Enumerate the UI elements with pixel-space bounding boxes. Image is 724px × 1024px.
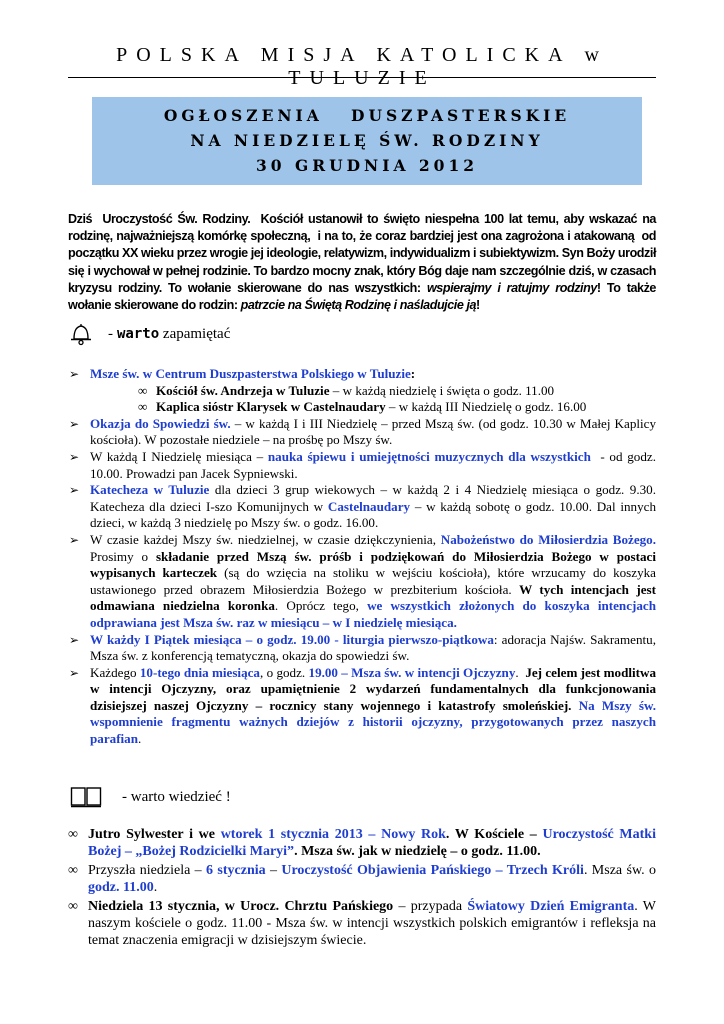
epiphany-intro: Przyszła niedziela – [88,862,207,878]
bell-icon [68,322,94,346]
arrow-bullet-icon: ➢ [69,449,80,464]
mercy-heading: Nabożeństwo do Miłosierdzia Bożego. [440,531,656,547]
first-friday-text: : adoracja Najśw. Sakramentu, Msza św. z konferencją tematyczną, okazja do spowiedzi św. [90,631,656,664]
chapel-name: Kaplica sióstr Klarysek w Castelnaudary [156,399,386,415]
mercy-bold-1: składanie przed Mszą św. próśb i podziękowań do Miłosierdzia Bożego w postaci wypisanych karteczek [90,548,656,581]
arrow-bullet-icon: ➢ [69,665,80,680]
homeland-text-2: . [515,664,526,680]
infinity-bullet-icon: ∞ [68,862,78,878]
mercy-blue-note: we wszystkich złożonych do koszyka intencjach odprawiana jest Msza św. raz w miesiącu – w I niedzielę miesiąca. [90,598,657,630]
list-item [138,399,656,416]
list-item [68,862,656,897]
confession-heading: Okazja do Spowiedzi św. [90,415,231,431]
list-item [68,448,660,482]
header-rule [68,77,656,78]
epiphany-end: . [153,880,158,896]
catechesis-heading: Katecheza w Tuluzie [90,482,210,498]
epiphany-time: godz. 11.00 [88,880,154,896]
emigrant-intro: Niedziela 13 stycznia, w Urocz. Chrztu Pańskiego [88,898,394,914]
mercy-text-2: (są do wzięcia na stoliku w wejściu kościoła), które wrzucamy do koszyka ustawionego przed obrazem Miłosierdzia Bożego w prezbiterium kościoła. [90,565,656,597]
epiphany-date: 6 stycznia [206,862,266,878]
intro-end: ! [476,298,480,313]
arrow-bullet-icon: ➢ [69,483,80,498]
homeland-intro: Każdego [90,664,140,680]
church-time: – w każdą niedzielę i święta o godz. 11.00 [329,382,555,398]
first-friday-heading: W każdy I Piątek miesiąca – o godz. 19.00 - liturgia pierwszo-piątkowa [90,631,494,647]
arrow-bullet-icon: ➢ [69,416,80,431]
section-remember-bold: warto [117,326,160,342]
intro-italic-2: patrzcie na Świętą Rodzinę i naśladujcie ją [240,298,477,313]
mercy-text-1: Prosimy o [90,548,156,564]
list-item [68,898,656,950]
masses-heading: Msze św. w Centrum Duszpasterstwa Polskiego w Tuluzie [90,366,411,381]
section-remember-dash: - [108,325,113,342]
homeland-date: 10-tego dnia miesiąca [139,664,260,680]
list-item [68,665,656,748]
section-know-label: - warto wiedzieć ! [122,788,231,805]
intro-mid: ! To także wołanie skierowane do rodzin: [68,280,656,313]
homeland-space [571,698,578,713]
homeland-bold: Jej celem jest modlitwa w intencji Ojczyzny, oraz upamiętnienie 2 wydarzeń fundamentalnych dla funkcjonowania dzisiejszej naszej Ojczyzny – rocznicy stany wojennego i katastrofy smoleńskiej. [90,664,657,713]
section-remember-rest: zapamiętać [159,325,231,342]
singing-intro: W każdą I Niedzielę miesiąca – [90,448,268,464]
book-icon [70,786,102,808]
section-remember-heading [68,322,230,346]
list-item [68,826,656,861]
homeland-blue-note: Na Mszy św. wspomnienie fragmentu ważnych dziejów z historii ojczyzny, przygotowanych przez naszych parafian [90,697,656,747]
epiphany-dash: – [265,862,282,878]
list-item [68,482,656,532]
masses-colon: : [410,366,416,381]
emigrant-text-2: . W naszym kościele o godz. 11.00 - Msza św. w intencji wszystkich polskich emigrantów i refleksja na temat znaczenia emigracji w dzisiejszym świecie. [88,898,656,949]
new-year-date: wtorek 1 stycznia 2013 – Nowy Rok [220,827,446,842]
masses-sublist [90,383,656,416]
infinity-bullet-icon: ∞ [68,827,78,842]
singing-text: - od godz. 10.00. Prowadzi pan Jacek Sypniewski. [90,448,660,481]
list-item [68,366,656,416]
epiphany-text: . Msza św. o [583,862,657,878]
homeland-text-1: , o godz. [259,664,309,680]
catechesis-text-2: – w każdą sobotę o godz. 10.00. Dal innych dzieci, w każdą 3 niedzielę po Mszy św. o godz. 16.00. [90,498,657,531]
mercy-text-3: . Oprócz tego, [274,598,368,614]
infinity-bullet-icon: ∞ [138,399,148,415]
list-item [68,416,656,449]
castelnaudary-label: Castelnaudary [327,498,411,514]
intro-italic-1: wspierajmy i ratujmy rodziny [426,280,597,295]
title-line-3: 30 GRUDNIA 2012 [255,156,479,175]
mercy-intro: W czasie każdej Mszy św. niedzielnej, w czasie dziękczynienia, [90,531,441,547]
arrow-bullet-icon: ➢ [69,367,80,381]
intro-paragraph [68,211,660,314]
infinity-bullet-icon: ∞ [138,382,148,398]
infinity-bullet-icon: ∞ [68,898,78,914]
announcements-list [68,366,660,748]
homeland-mass: 19.00 – Msza św. w intencji Ojczyzny [308,664,516,680]
emigrant-text-1: – przypada [393,898,468,914]
know-list [68,826,656,951]
title-line-1: OGŁOSZENIA DUSZPASTERSKIE [163,106,571,125]
section-know-heading [70,786,231,808]
singing-heading: nauka śpiewu i umiejętności muzycznych dla wszystkich [267,448,591,464]
catechesis-text: dla dzieci 3 grup wiekowych – w każdą 2 i 4 Niedzielę miesiąca o godz. 9.30. Katecheza dla dzieci I-szo Komunijnych w [90,482,656,514]
list-item [68,532,656,632]
church-name: Kościół św. Andrzeja w Tuluzie [156,382,330,398]
new-year-feast: Uroczystość Matki Bożej – „Bożej Rodzicielki Maryi” [88,827,656,860]
epiphany-feast: Uroczystość Objawienia Pańskiego – Trzech Króli [281,862,584,878]
intro-text: Dziś Uroczystość Św. Rodziny. Kościół ustanowił to święto niespełna 100 lat temu, aby wskazać na rodzinę, najważniejszą komórkę społeczną, i na to, że coraz bardziej jest ona zagrożona i atakowaną od początku XX wieku przez wrogie jej ideologie, relatywizm, indywidualizm i subiektywizm. Syn Boży urodził się i wychował w pełnej rodzinie. To bardzo mocny znak, który Bóg daje nam szczególnie dziś, w czasach kryzysu rodziny. To wołanie skierowane do nas wszystkich: [68,212,660,295]
chapel-time: – w każdą III Niedzielę o godz. 16.00 [385,399,587,415]
list-item [138,383,656,400]
new-year-text-2: . Msza św. jak w niedzielę – o godz. 11.00. [294,844,541,860]
new-year-text-1: . W Kościele – [445,827,543,842]
confession-text: – w każdą I i III Niedzielę – przed Mszą św. (od godz. 10.30 w Małej Kaplicy kościoła). W pozostałe niedziele – na prośbę po Mszy św. [90,415,657,448]
list-item [68,632,656,665]
arrow-bullet-icon: ➢ [69,532,80,547]
mission-header: POLSKA MISJA KATOLICKA w TULUZIE [116,44,608,89]
title-box [92,97,642,185]
homeland-end: . [138,731,142,747]
arrow-bullet-icon: ➢ [69,632,80,647]
mercy-bold-2: W tych intencjach jest odmawiana niedzielna koronka [90,581,656,614]
title-line-2: NA NIEDZIELĘ ŚW. RODZINY [190,131,544,150]
emigrant-day: Światowy Dzień Emigranta [467,898,635,914]
new-year-intro: Jutro Sylwester i we [88,827,221,842]
